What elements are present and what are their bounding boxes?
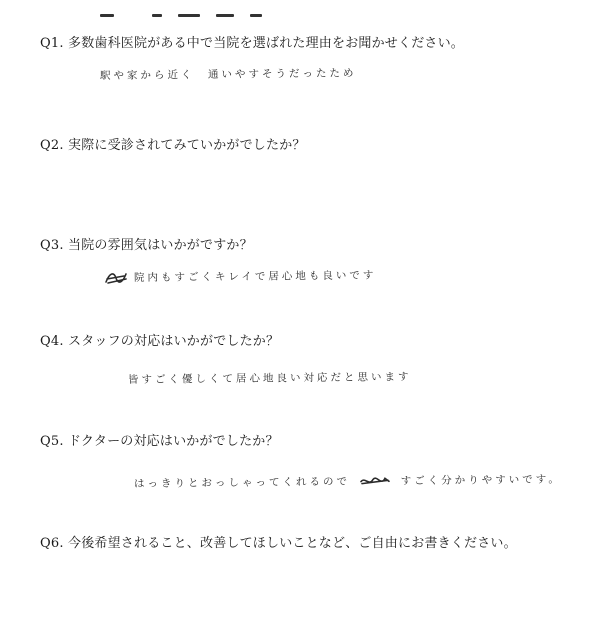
answer-5-part-2: すごく分かりやすいです。 <box>400 473 562 488</box>
cropped-top-text-marks <box>100 12 280 20</box>
question-2: Q2. 実際に受診されてみていかがでしたか？ <box>40 138 306 153</box>
question-6: Q6. 今後希望されること、改善してほしいことなど、ご自由にお書きください。 <box>40 536 517 551</box>
question-1: Q1. 多数歯科医院がある中で当院を選ばれた理由をお聞かせください。 <box>40 36 464 51</box>
answer-5-handwritten <box>134 472 562 491</box>
question-4: Q4. スタッフの対応はいかがでしたか？ <box>40 334 280 349</box>
answer-3-handwritten: 院内もすごくキレイで居心地も良いです <box>133 269 377 284</box>
answer-5-part-1: はっきりとおっしゃってくれるので <box>133 475 351 490</box>
crossed-out-scribble <box>104 270 130 286</box>
strikethrough-scribble <box>360 475 390 487</box>
answer-1-handwritten: 駅や家から近く 通いやすそうだったため <box>99 67 357 82</box>
answer-4-handwritten: 皆すごく優しくて居心地良い対応だと思います <box>127 371 412 386</box>
question-3: Q3. 当院の雰囲気はいかがですか？ <box>40 238 253 253</box>
question-5: Q5. ドクターの対応はいかがでしたか？ <box>40 434 279 449</box>
